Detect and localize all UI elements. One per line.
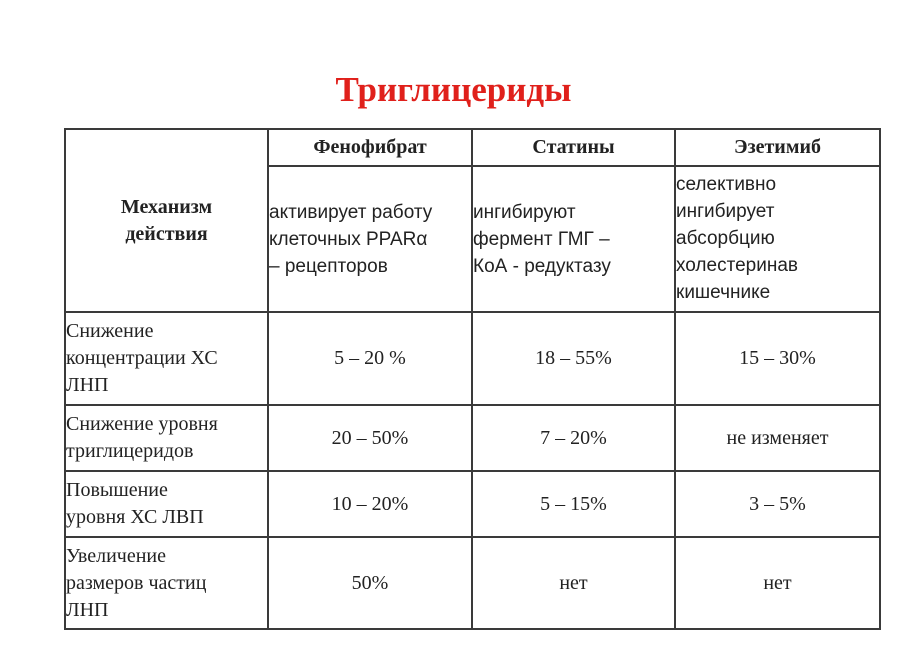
table-row <box>65 405 880 471</box>
table-cell: 20 – 50% <box>268 405 472 471</box>
table-cell: нет <box>675 537 880 629</box>
table-cell: 5 – 20 % <box>268 312 472 405</box>
column-header-fenofibrate: Фенофибрат <box>268 129 472 166</box>
table-header-row <box>65 129 880 166</box>
row-header-hdl-increase: Повышение уровня ХС ЛВП <box>65 471 268 537</box>
row-header-tg-reduction: Снижение уровня триглицеридов <box>65 405 268 471</box>
table-cell: не изменяет <box>675 405 880 471</box>
table-cell: 3 – 5% <box>675 471 880 537</box>
slide-title: Триглицериды <box>335 70 572 109</box>
table-row <box>65 537 880 629</box>
column-header-ezetimibe: Эзетимиб <box>675 129 880 166</box>
comparison-table <box>64 128 881 630</box>
mechanism-fenofibrate: активирует работу клеточных PPARα – рецепторов <box>268 166 472 312</box>
table-cell: 18 – 55% <box>472 312 675 405</box>
row-header-ldl-reduction: Снижение концентрации ХС ЛНП <box>65 312 268 405</box>
table-row <box>65 471 880 537</box>
table-cell: 15 – 30% <box>675 312 880 405</box>
table-cell: 7 – 20% <box>472 405 675 471</box>
column-header-statins: Статины <box>472 129 675 166</box>
row-header-ldl-particle-size: Увеличение размеров частиц ЛНП <box>65 537 268 629</box>
table-cell: 10 – 20% <box>268 471 472 537</box>
table-cell: 5 – 15% <box>472 471 675 537</box>
table-cell: нет <box>472 537 675 629</box>
mechanism-statins: ингибируют фермент ГМГ – КоА - редуктазу <box>472 166 675 312</box>
table-cell: 50% <box>268 537 472 629</box>
row-header-mechanism: Механизм действия <box>65 129 268 312</box>
table-row <box>65 312 880 405</box>
mechanism-ezetimibe: селективно ингибирует абсорбцию холестеринав кишечнике <box>675 166 880 312</box>
